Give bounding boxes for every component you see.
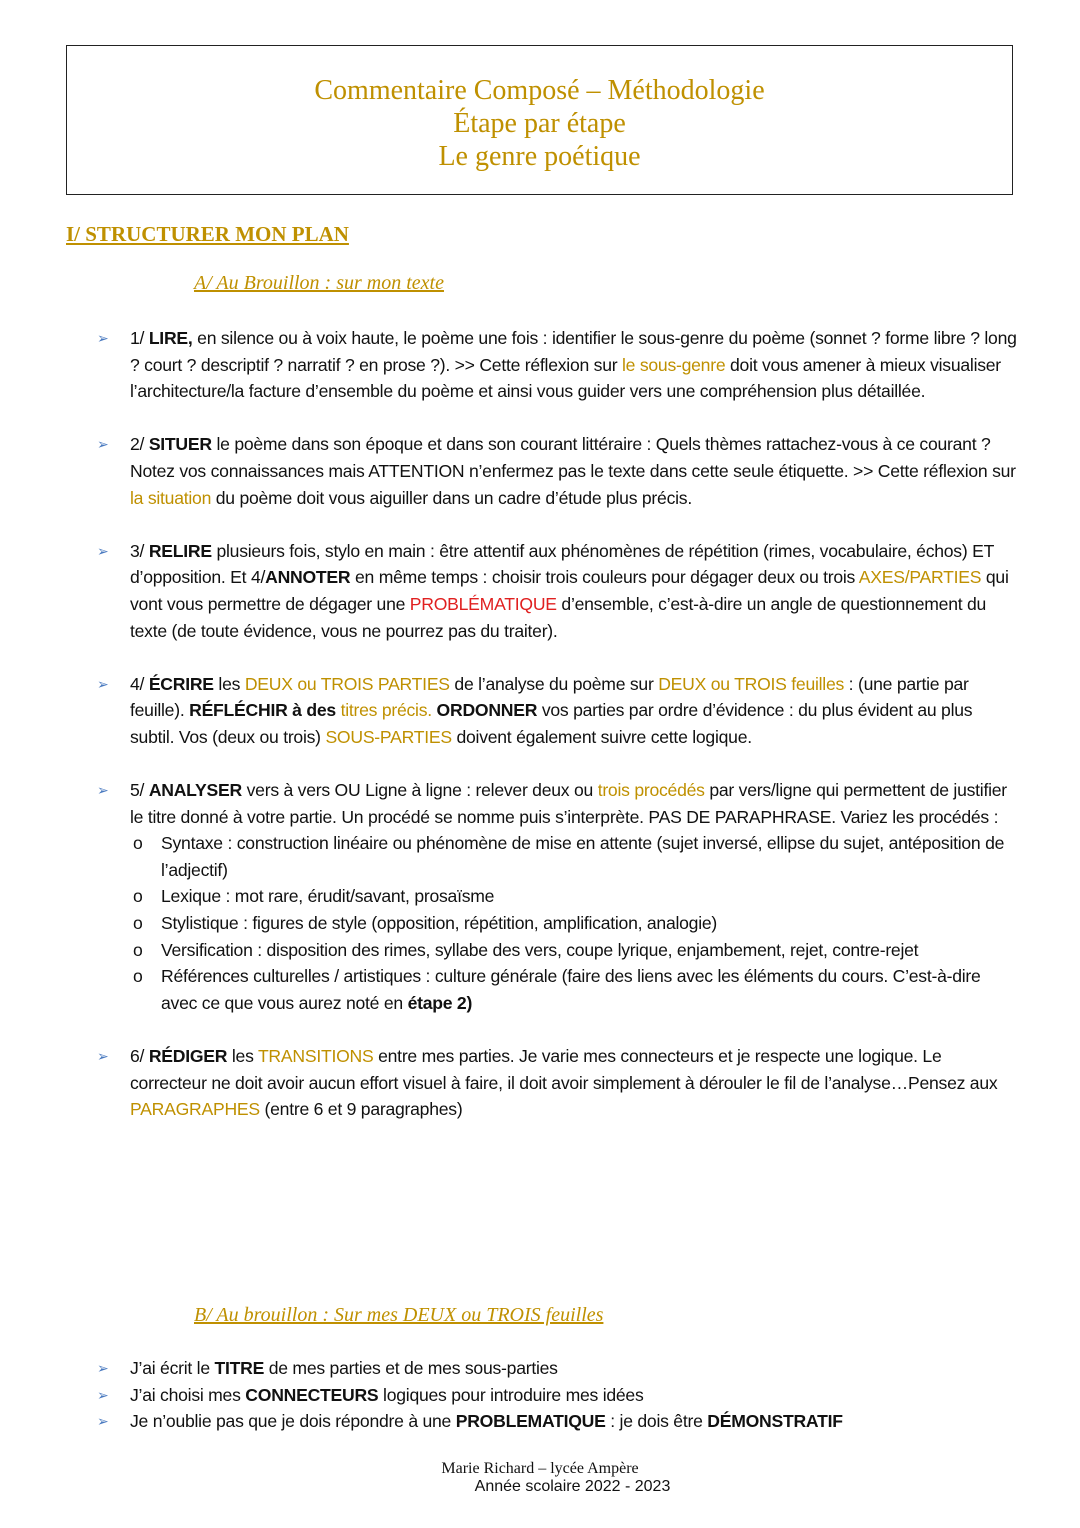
text: Versification : disposition des rimes, syllabe des vers, coupe lyrique, enjambement, rejet, contre-rejet: [161, 939, 919, 960]
text: le poème dans son époque et dans son courant littéraire : Quels thèmes rattachez-vous à ce courant ? Notez vos connaissances mais ATTENTION n’enfermez pas le texte dans cette seule étiquette. >> Cette réflexion sur: [130, 434, 1016, 481]
text: en silence ou à voix haute, le poème une fois : identifier le sous-genre du poème (sonnet ? forme libre ? long ? court ? descriptif ? narratif ? en prose ?). >> Cette réflexion sur: [130, 328, 1017, 375]
arrow-bullet-icon: ➢: [97, 1048, 109, 1065]
step-item: [95, 538, 1020, 644]
text: 6/: [130, 1046, 149, 1067]
subsection-b-heading: B/ Au brouillon : Sur mes DEUX ou TROIS feuilles: [194, 1304, 604, 1326]
text: logiques pour introduire mes idées: [378, 1384, 644, 1405]
step-item: [95, 325, 1020, 405]
bold-text: ÉCRIRE: [148, 673, 214, 694]
step-item: [95, 777, 1020, 830]
text: 2/: [130, 434, 149, 455]
highlight-text: titres précis.: [340, 700, 432, 721]
title-line-2: Étape par étape: [453, 108, 626, 139]
title-line-1: Commentaire Composé – Méthodologie: [314, 75, 765, 106]
text: les: [213, 673, 245, 694]
text: plusieurs fois, stylo en main : être attentif aux phénomènes de répétition (rimes, vocabulaire, échos) ET d’opposition. Et 4/: [130, 540, 994, 588]
text: J’ai écrit le: [130, 1358, 215, 1378]
text: qui vont vous permettre de dégager une: [130, 567, 1009, 614]
arrow-bullet-icon: ➢: [97, 542, 109, 559]
step-item: [95, 1043, 1020, 1123]
text: Je n’oublie pas que je dois répondre à une: [130, 1411, 456, 1432]
text: Références culturelles / artistiques : culture générale (faire des liens avec les éléments du cours. C’est-à-dire avec ce que vous aurez noté en: [161, 966, 981, 1013]
checklist-item: [95, 1382, 1020, 1409]
bold-text: RELIRE: [148, 540, 212, 561]
checklist-item: [95, 1355, 1020, 1382]
circle-bullet-icon: o: [133, 913, 143, 934]
text: 4/: [130, 673, 149, 694]
bold-text: CONNECTEURS: [245, 1384, 379, 1405]
circle-bullet-icon: o: [133, 939, 143, 960]
text: : (une partie par feuille).: [130, 673, 969, 721]
procedure-subitem: [95, 963, 1020, 1016]
bold-text: PROBLEMATIQUE: [455, 1411, 606, 1432]
text: par vers/ligne qui permettent de justifier le titre donné à votre partie. Un procédé se nomme puis s’interprète. PAS DE PARAPHRASE. Variez les procédés :: [130, 780, 1007, 827]
highlight-text: PARAGRAPHES: [130, 1099, 260, 1120]
bold-text: TITRE: [214, 1358, 265, 1378]
highlight-text: le sous-genre: [622, 354, 726, 375]
text: les: [227, 1046, 258, 1067]
text: 5/: [130, 780, 149, 801]
bold-text: RÉDIGER: [148, 1046, 228, 1067]
step-item: [95, 431, 1020, 511]
subsection-a-heading: A/ Au Brouillon : sur mon texte: [194, 272, 444, 294]
step-item: [95, 671, 1020, 751]
text: vos parties par ordre d’évidence : du plus évident au plus subtil. Vos (deux ou trois): [130, 700, 973, 747]
text: d’ensemble, c’est-à-dire un angle de questionnement du texte (de toute évidence, vous ne pourrez pas du traiter).: [130, 593, 987, 641]
text: entre mes parties. Je varie mes connecteurs et je respecte une logique. Le correcteur ne doit avoir aucun effort visuel à faire, il doit avoir simplement à dérouler le fil de l’analyse…Pensez aux: [130, 1046, 998, 1093]
procedure-subitem: [95, 937, 1020, 964]
text: doit vous amener à mieux visualiser l’architecture/la facture d’ensemble du poème et ainsi vous guider vers une compréhension plus détaillée.: [130, 354, 1001, 402]
text: doivent également suivre cette logique.: [451, 726, 752, 747]
circle-bullet-icon: o: [133, 833, 143, 854]
highlight-text: SOUS-PARTIES: [325, 726, 452, 747]
arrow-bullet-icon: ➢: [97, 330, 109, 346]
text: (entre 6 et 9 paragraphes): [259, 1099, 463, 1120]
text: Stylistique : figures de style (opposition, répétition, amplification, analogie): [161, 913, 718, 934]
text: Syntaxe : construction linéaire ou phénomène de mise en attente (sujet inversé, ellipse du sujet, antéposition de l’adjectif): [161, 833, 1005, 880]
bold-text: ANNOTER: [265, 567, 351, 588]
section-heading: I/ STRUCTURER MON PLAN: [66, 222, 349, 246]
procedure-subitem: [95, 910, 1020, 937]
bold-text: DÉMONSTRATIF: [707, 1411, 843, 1432]
highlight-text: DEUX ou TROIS PARTIES: [244, 673, 450, 694]
text: vers à vers OU Ligne à ligne : relever deux ou: [241, 780, 598, 801]
text: 3/: [130, 540, 149, 561]
footer: [0, 1460, 1080, 1496]
circle-bullet-icon: o: [133, 966, 143, 987]
highlight-text: trois procédés: [597, 780, 705, 801]
steps-list: [95, 325, 1020, 1149]
bold-text: LIRE,: [148, 328, 193, 348]
text: : je dois être: [605, 1411, 708, 1432]
procedure-subitem: [95, 830, 1020, 883]
title-box: [66, 45, 1013, 195]
bold-text: étape 2): [407, 992, 473, 1013]
arrow-bullet-icon: ➢: [97, 1413, 109, 1430]
checklist: [95, 1355, 1020, 1435]
bold-text: RÉFLÉCHIR à des: [189, 700, 336, 721]
footer-author: Marie Richard – lycée Ampère: [441, 1460, 639, 1477]
circle-bullet-icon: o: [133, 886, 143, 907]
bold-text: ANALYSER: [148, 780, 242, 801]
text: en même temps : choisir trois couleurs pour dégager deux ou trois: [350, 567, 859, 588]
arrow-bullet-icon: ➢: [97, 782, 109, 799]
arrow-bullet-icon: ➢: [97, 675, 109, 692]
checklist-item: [95, 1408, 1020, 1435]
procedure-subitem: [95, 883, 1020, 910]
highlight-text: AXES/PARTIES: [858, 567, 982, 588]
bold-text: SITUER: [148, 434, 212, 455]
arrow-bullet-icon: ➢: [97, 436, 109, 453]
arrow-bullet-icon: ➢: [97, 1386, 109, 1403]
highlight-text: la situation: [130, 487, 212, 508]
text: de l’analyse du poème sur: [449, 673, 659, 694]
highlight-text: DEUX ou TROIS feuilles: [658, 673, 845, 694]
text: du poème doit vous aiguiller dans un cadre d’étude plus précis.: [211, 487, 692, 508]
text: Lexique : mot rare, érudit/savant, prosaïsme: [161, 886, 495, 907]
footer-year: Année scolaire 2022 - 2023: [474, 1478, 671, 1495]
title-line-3: Le genre poétique: [438, 141, 641, 172]
text: 1/: [130, 328, 149, 348]
bold-text: ORDONNER: [436, 700, 538, 721]
highlight-text: TRANSITIONS: [257, 1046, 374, 1067]
text: J’ai choisi mes: [130, 1384, 246, 1405]
arrow-bullet-icon: ➢: [97, 1360, 109, 1376]
text: de mes parties et de mes sous-parties: [264, 1358, 558, 1378]
red-highlight-text: PROBLÉMATIQUE: [409, 593, 557, 614]
